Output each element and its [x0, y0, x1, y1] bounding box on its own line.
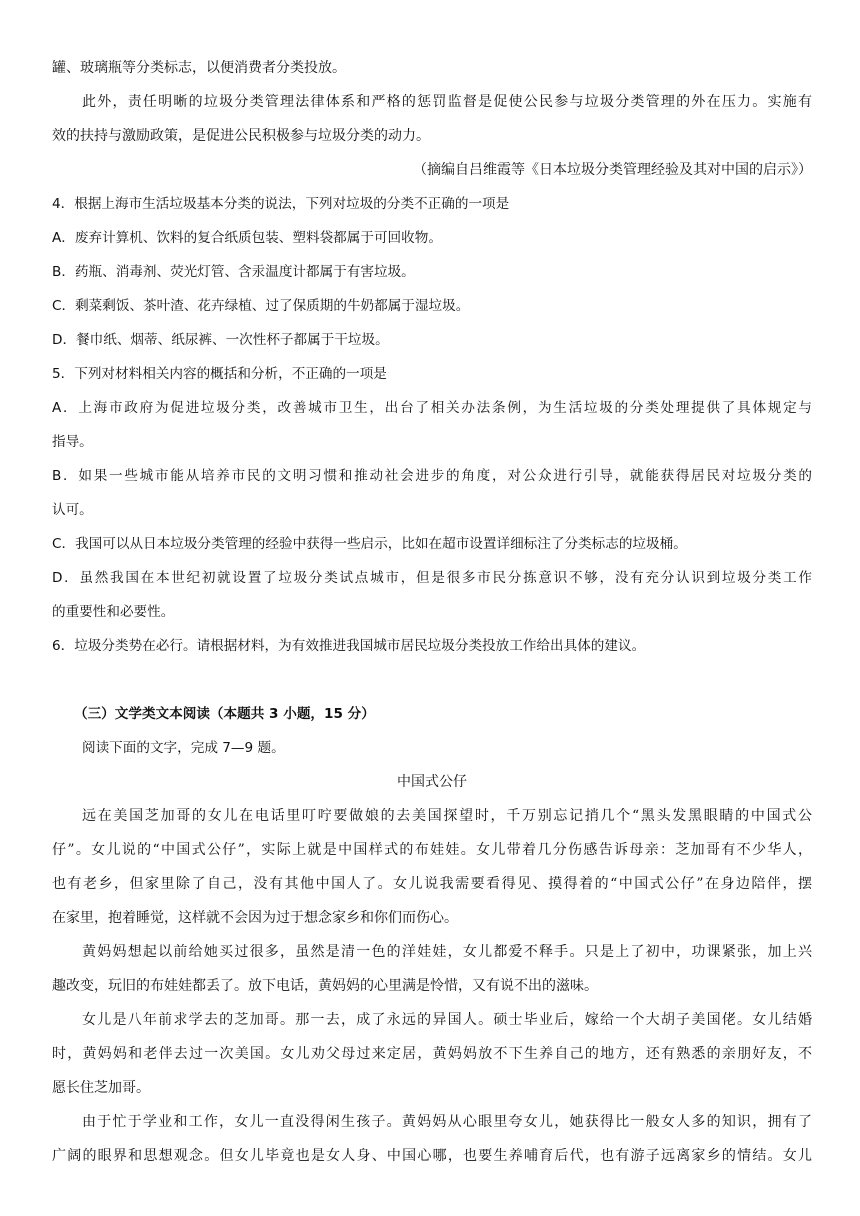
- source-citation: （摘编自吕维霞等《日本垃圾分类管理经验及其对中国的启示》）: [413, 162, 812, 178]
- paragraph-line: 此外，责任明晰的垃圾分类管理法律体系和严格的惩罚监督是促使公民参与垃圾分类管理的外在压力。实施有: [82, 94, 812, 110]
- story-line: 黄妈妈想起以前给她买过很多，虽然是清一色的洋娃娃，女儿都爱不释手。只是上了初中，功课紧张，加上兴: [82, 944, 812, 960]
- story-line: 时，黄妈妈和老伴去过一次美国。女儿劝父母过来定居，黄妈妈放不下生养自己的地方，还有熟悉的亲朋好友，不: [52, 1046, 812, 1062]
- story-line: 广阔的眼界和思想观念。但女儿毕竟也是女人身、中国心哪，也要生养哺育后代，也有游子远离家乡的情结。女儿: [52, 1148, 812, 1164]
- question-5-stem: 5．下列对材料相关内容的概括和分析，不正确的一项是: [52, 366, 387, 382]
- question-5-option-b-cont: 认可。: [52, 502, 93, 518]
- section-heading: （三）文学类文本阅读（本题共 3 小题，15 分）: [74, 706, 375, 722]
- story-line: 远在美国芝加哥的女儿在电话里叮咛要做娘的去美国探望时，千万别忘记捎几个“黑头发黑眼睛的中国式公: [82, 808, 812, 824]
- paragraph-line: 罐、玻璃瓶等分类标志，以便消费者分类投放。: [52, 60, 346, 76]
- story-line: 由于忙于学业和工作，女儿一直没得闲生孩子。黄妈妈从心眼里夸女儿，她获得比一般女人多的知识，拥有了: [82, 1114, 812, 1130]
- question-6-stem: 6．垃圾分类势在必行。请根据材料，为有效推进我国城市居民垃圾分类投放工作给出具体的建议。: [52, 638, 646, 654]
- question-4-option-c: C．剩菜剩饭、茶叶渣、花卉绿植、过了保质期的牛奶都属于湿垃圾。: [52, 298, 470, 314]
- question-4-option-a: A．废弃计算机、饮料的复合纸质包装、塑料袋都属于可回收物。: [52, 230, 442, 246]
- story-line: 女儿是八年前求学去的芝加哥。那一去，成了永远的异国人。硕士毕业后，嫁给一个大胡子美国佬。女儿结婚: [82, 1012, 812, 1028]
- section-instruction: 阅读下面的文字，完成 7—9 题。: [82, 740, 285, 756]
- story-line: 也有老乡，但家里除了自己，没有其他中国人了。女儿说我需要看得见、摸得着的“中国式公仔”在身边陪伴，摆: [52, 876, 812, 892]
- story-title: 中国式公仔: [397, 774, 467, 790]
- story-line: 趣改变，玩旧的布娃娃都丢了。放下电话，黄妈妈的心里满是怜惜，又有说不出的滋味。: [52, 978, 598, 994]
- question-5-option-d: D．虽然我国在本世纪初就设置了垃圾分类试点城市，但是很多市民分拣意识不够，没有充分认识到垃圾分类工作: [52, 570, 812, 586]
- paragraph-line: 效的扶持与激励政策，是促进公民积极参与垃圾分类的动力。: [52, 128, 430, 144]
- story-line: 仔”。女儿说的“中国式公仔”，实际上就是中国样式的布娃娃。女儿带着几分伤感告诉母亲：芝加哥有不少华人，: [52, 842, 812, 858]
- story-line: 愿长住芝加哥。: [52, 1080, 150, 1096]
- story-line: 在家里，抱着睡觉，这样就不会因为过于想念家乡和你们而伤心。: [52, 910, 458, 926]
- question-4-stem: 4．根据上海市生活垃圾基本分类的说法，下列对垃圾的分类不正确的一项是: [52, 196, 510, 212]
- question-5-option-c: C．我国可以从日本垃圾分类管理的经验中获得一些启示，比如在超市设置详细标注了分类标志的垃圾桶。: [52, 536, 687, 552]
- question-4-option-d: D．餐巾纸、烟蒂、纸尿裤、一次性杯子都属于干垃圾。: [52, 332, 389, 348]
- question-4-option-b: B．药瓶、消毒剂、荧光灯管、含汞温度计都属于有害垃圾。: [52, 264, 415, 280]
- question-5-option-d-cont: 的重要性和必要性。: [52, 604, 175, 620]
- question-5-option-b: B．如果一些城市能从培养市民的文明习惯和推动社会进步的角度，对公众进行引导，就能获得居民对垃圾分类的: [52, 468, 812, 484]
- question-5-option-a: A．上海市政府为促进垃圾分类，改善城市卫生，出台了相关办法条例，为生活垃圾的分类处理提供了具体规定与: [52, 400, 812, 416]
- question-5-option-a-cont: 指导。: [52, 434, 93, 450]
